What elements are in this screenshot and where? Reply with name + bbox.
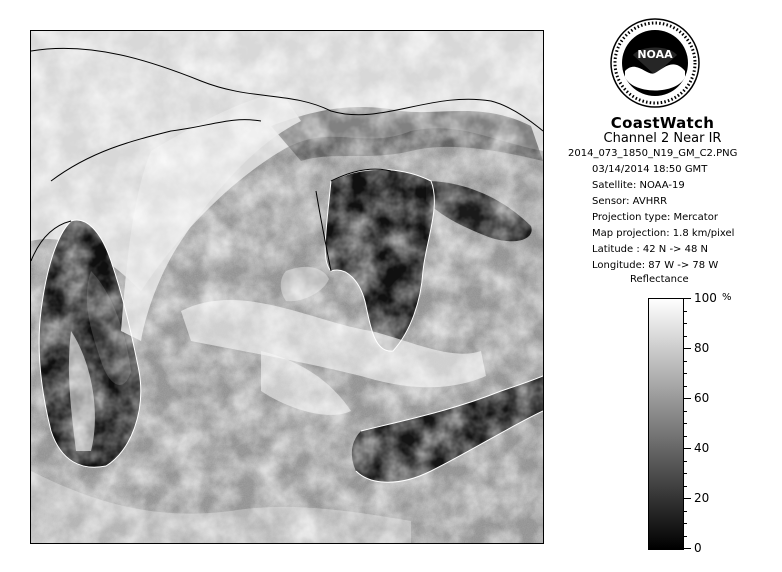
filename-text: 2014_073_1850_N19_GM_C2.PNG: [568, 148, 738, 159]
colorbar-minor-tick: [683, 486, 687, 487]
app-title: CoastWatch: [610, 114, 715, 132]
colorbar-major-tick: [683, 448, 691, 449]
latitude-text: Latitude : 42 N -> 48 N: [592, 244, 708, 255]
colorbar-minor-tick: [683, 361, 687, 362]
colorbar-ticks: [683, 291, 743, 555]
colorbar-tick-label: 80: [694, 341, 710, 355]
colorbar-major-tick: [683, 398, 691, 399]
colorbar-gradient: [648, 298, 684, 550]
satellite-image-map: [30, 30, 544, 544]
colorbar-minor-tick: [683, 311, 687, 312]
noaa-logo: [607, 15, 703, 111]
colorbar-tick-label: 60: [694, 391, 710, 405]
longitude-text: Longitude: 87 W -> 78 W: [592, 260, 719, 271]
colorbar-minor-tick: [683, 473, 687, 474]
colorbar-major-tick: [683, 348, 691, 349]
colorbar-minor-tick: [683, 461, 687, 462]
colorbar-minor-tick: [683, 536, 687, 537]
colorbar-major-tick: [683, 298, 691, 299]
colorbar-major-tick: [683, 498, 691, 499]
colorbar-minor-tick: [683, 523, 687, 524]
colorbar-label: Reflectance: [630, 274, 689, 285]
colorbar-minor-tick: [683, 511, 687, 512]
colorbar-minor-tick: [683, 436, 687, 437]
colorbar-minor-tick: [683, 423, 687, 424]
satellite-text: Satellite: NOAA-19: [592, 180, 685, 191]
noaa-logo-text: NOAA: [637, 48, 673, 61]
datetime-text: 03/14/2014 18:50 GMT: [592, 164, 708, 175]
colorbar-minor-tick: [683, 336, 687, 337]
legend-panel: [560, 10, 775, 570]
map-projection-text: Map projection: 1.8 km/pixel: [592, 228, 735, 239]
colorbar-major-tick: [683, 548, 691, 549]
channel-subtitle: Channel 2 Near IR: [603, 131, 722, 146]
projection-type-text: Projection type: Mercator: [592, 212, 718, 223]
colorbar-tick-label: 0: [694, 541, 702, 555]
colorbar-minor-tick: [683, 323, 687, 324]
noaa-logo-svg: [607, 15, 703, 111]
sensor-text: Sensor: AVHRR: [592, 196, 668, 207]
colorbar-tick-label: 40: [694, 441, 710, 455]
colorbar-minor-tick: [683, 373, 687, 374]
colorbar-minor-tick: [683, 411, 687, 412]
map-svg: [31, 31, 543, 543]
colorbar-tick-label: 100: [694, 291, 717, 305]
colorbar-minor-tick: [683, 386, 687, 387]
colorbar-tick-label: 20: [694, 491, 710, 505]
cloud-texture: [31, 31, 543, 543]
colorbar-unit: %: [722, 292, 732, 303]
